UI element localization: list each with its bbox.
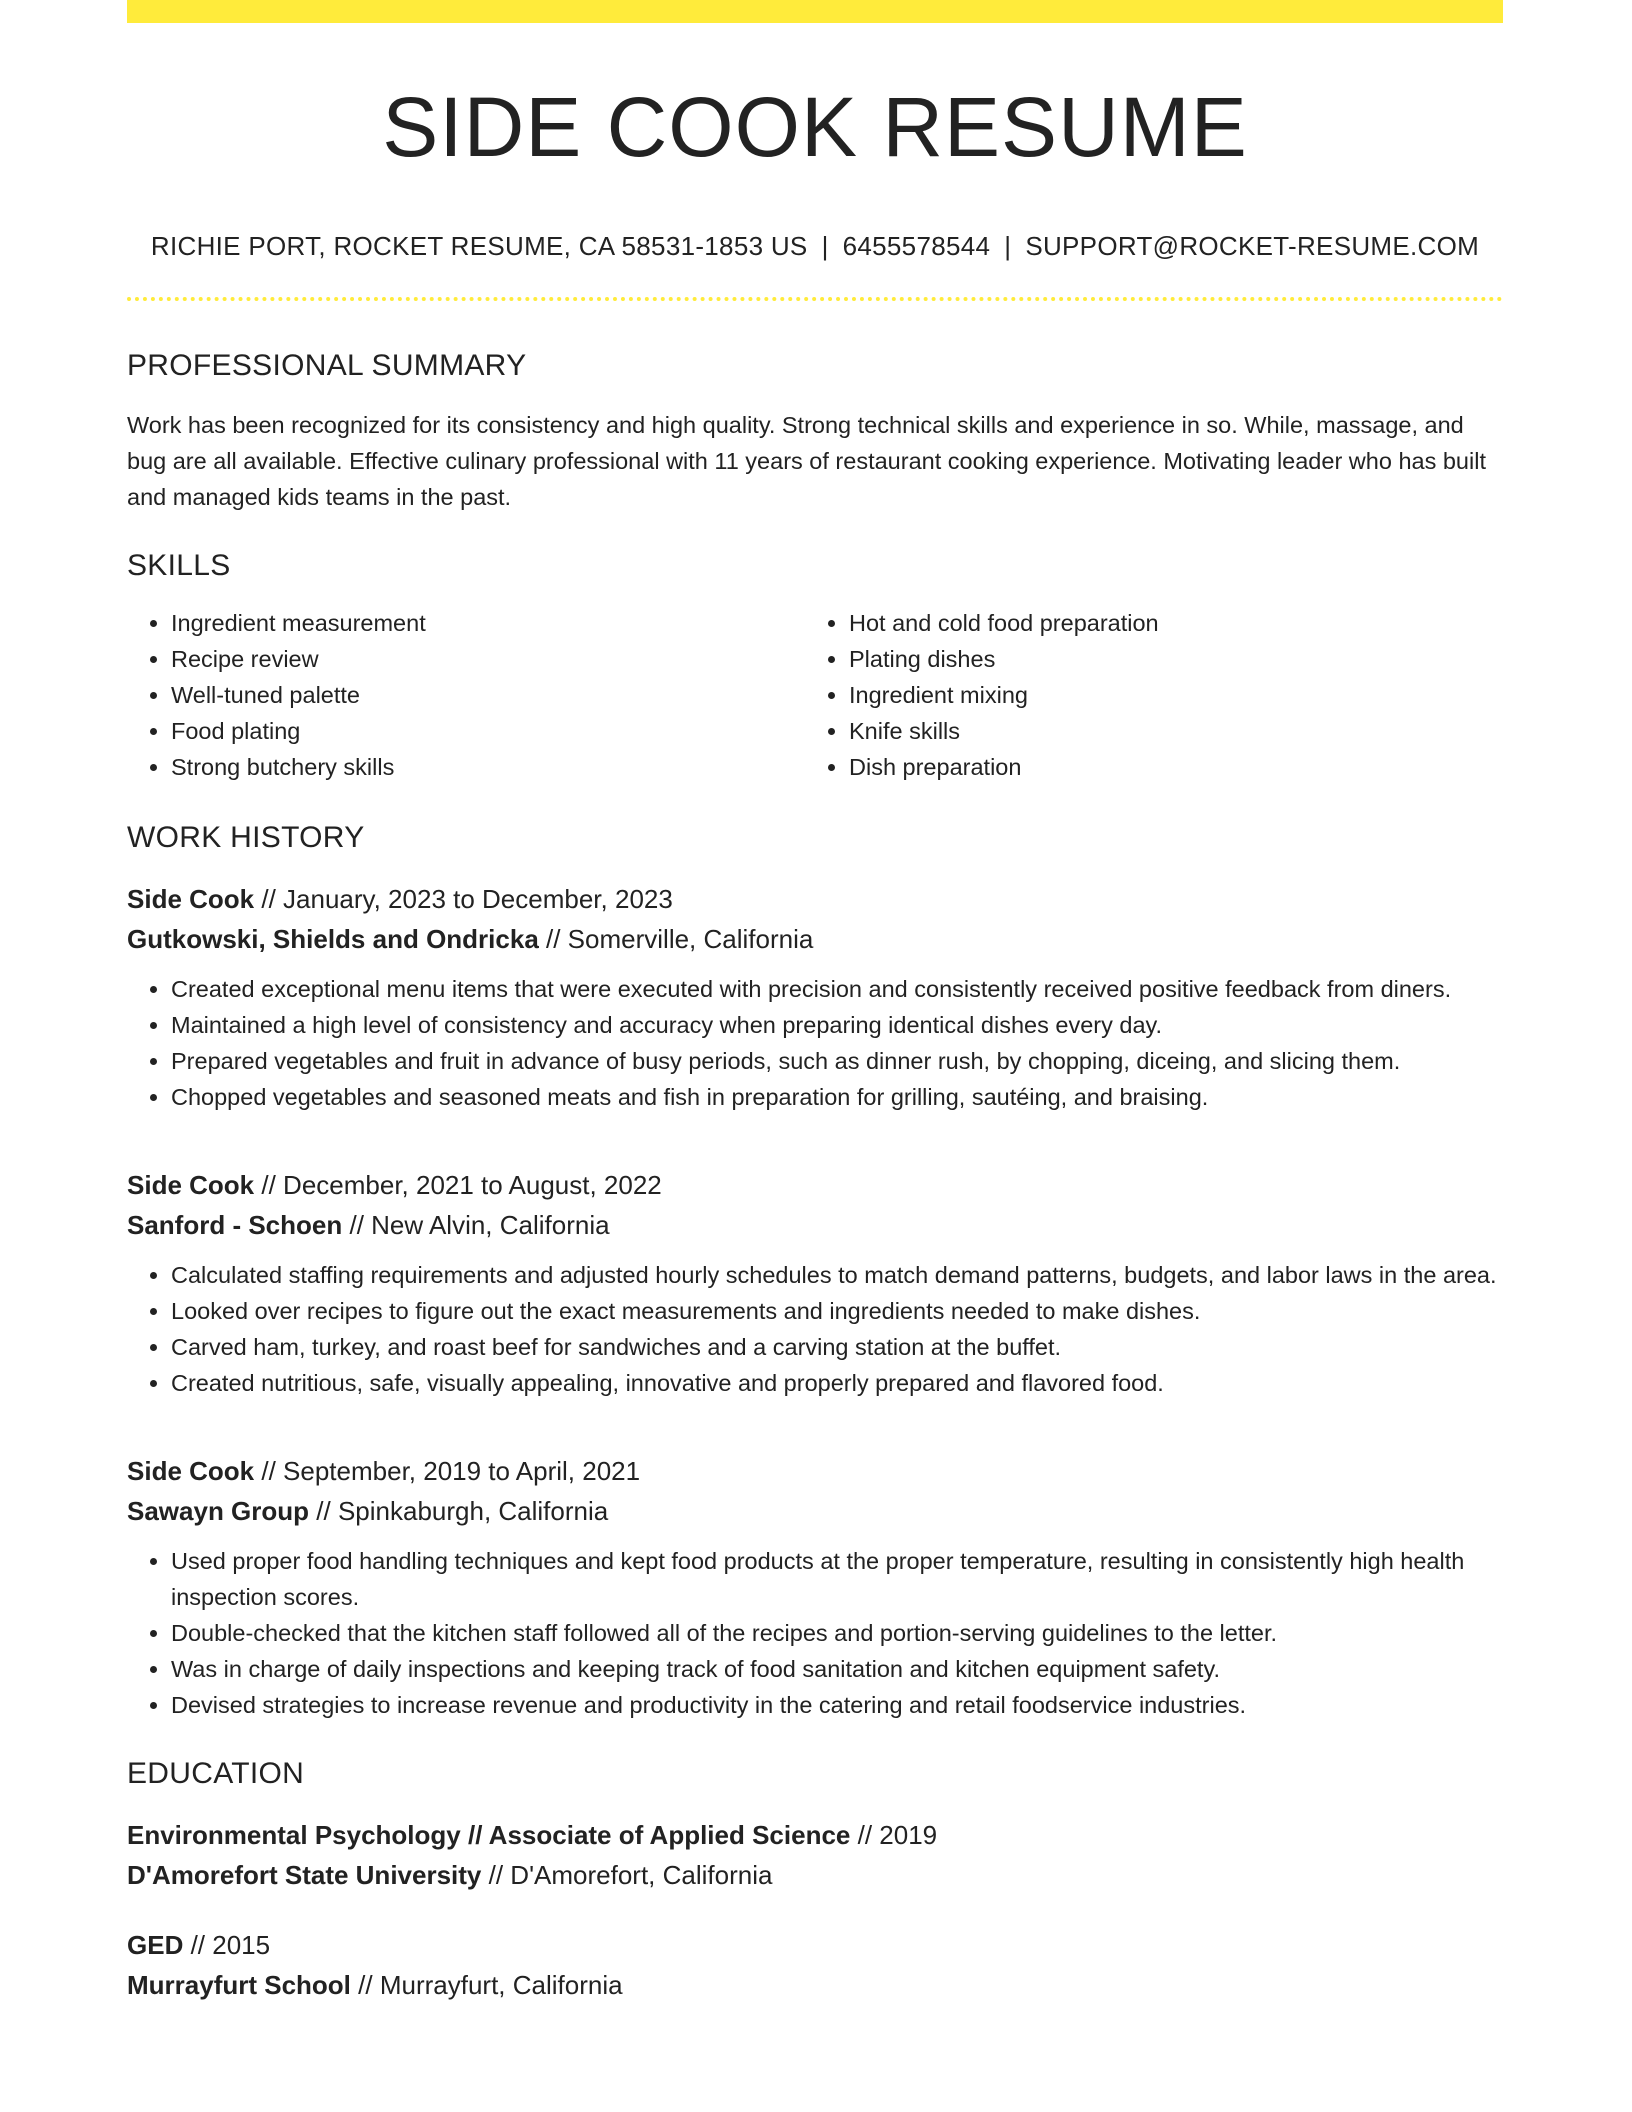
job-title-line — [127, 1165, 1503, 1205]
job-title: Side Cook — [127, 1170, 255, 1200]
job-company-line — [127, 1205, 1503, 1245]
job-bullet: • Carved ham, turkey, and roast beef for sandwiches and a carving station at the buffet. — [171, 1329, 1503, 1365]
contact-email: SUPPORT@ROCKET-RESUME.COM — [1025, 231, 1480, 261]
skills-column-right — [805, 605, 1483, 785]
job-bullet: • Created exceptional menu items that were executed with precision and consistently received positive feedback from diners. — [171, 971, 1503, 1007]
job-bullet: • Double-checked that the kitchen staff followed all of the recipes and portion-serving guidelines to the letter. — [171, 1615, 1503, 1651]
education-school-line — [127, 1965, 1503, 2005]
job-company: Sawayn Group — [127, 1496, 310, 1526]
skills-column-left — [127, 605, 805, 785]
contact-separator: | — [1004, 231, 1012, 261]
work-history-heading: WORK HISTORY — [127, 821, 365, 854]
job-location: // New Alvin, California — [349, 1210, 610, 1240]
job-company-line — [127, 919, 1503, 959]
education-location: // Murrayfurt, California — [358, 1970, 623, 2000]
job-bullet: • Prepared vegetables and fruit in advance of busy periods, such as dinner rush, by chopping, diceing, and slicing them. — [171, 1043, 1503, 1079]
contact-address: RICHIE PORT, ROCKET RESUME, CA 58531-1853 US — [150, 231, 808, 261]
job-location: // Somerville, California — [546, 924, 814, 954]
job-title-line — [127, 1451, 1503, 1491]
skill-item: • Well-tuned palette — [171, 677, 805, 713]
job-dates: // September, 2019 to April, 2021 — [261, 1456, 641, 1486]
job-title: Side Cook — [127, 884, 255, 914]
education-degree: GED — [127, 1930, 184, 1960]
skill-item: • Hot and cold food preparation — [849, 605, 1483, 641]
contact-line — [127, 233, 1503, 259]
summary-text: Work has been recognized for its consistency and high quality. Strong technical skills and experience in so. While, massage, and bug are all available. Effective culinary professional with 11 years of restaurant cooking experience. Motivating leader who has built and managed kids teams in the past. — [127, 412, 1486, 510]
skills-list — [127, 605, 1503, 785]
job-entry — [127, 879, 1503, 1115]
education-degree-line — [127, 1925, 1503, 1965]
education-school: D'Amorefort State University — [127, 1860, 482, 1890]
top-accent-bar — [127, 0, 1503, 23]
header-divider — [127, 297, 1503, 301]
education-year: // 2015 — [190, 1930, 271, 1960]
skill-item: • Recipe review — [171, 641, 805, 677]
job-bullet: • Was in charge of daily inspections and keeping track of food sanitation and kitchen equipment safety. — [171, 1651, 1503, 1687]
job-bullet: • Created nutritious, safe, visually appealing, innovative and properly prepared and flavored food. — [171, 1365, 1503, 1401]
resume-title: SIDE COOK RESUME — [382, 80, 1248, 174]
contact-phone: 6455578544 — [842, 231, 991, 261]
skill-item: • Food plating — [171, 713, 805, 749]
job-bullet: • Calculated staffing requirements and adjusted hourly schedules to match demand patterns, budgets, and labor laws in the area. — [171, 1257, 1503, 1293]
job-bullet: • Maintained a high level of consistency and accuracy when preparing identical dishes every day. — [171, 1007, 1503, 1043]
education-school: Murrayfurt School — [127, 1970, 351, 2000]
job-company: Sanford - Schoen — [127, 1210, 343, 1240]
job-dates: // January, 2023 to December, 2023 — [261, 884, 673, 914]
job-title-line — [127, 879, 1503, 919]
job-dates: // December, 2021 to August, 2022 — [261, 1170, 662, 1200]
job-bullet: • Chopped vegetables and seasoned meats and fish in preparation for grilling, sautéing, and braising. — [171, 1079, 1503, 1115]
skill-item: • Ingredient measurement — [171, 605, 805, 641]
job-company: Gutkowski, Shields and Ondricka — [127, 924, 539, 954]
resume-page — [127, 0, 1503, 2005]
skill-item: • Ingredient mixing — [849, 677, 1483, 713]
job-entry — [127, 1451, 1503, 1723]
job-title: Side Cook — [127, 1456, 255, 1486]
education-entry — [127, 1815, 1503, 1895]
job-bullet: • Devised strategies to increase revenue and productivity in the catering and retail foodservice industries. — [171, 1687, 1503, 1723]
summary-heading: PROFESSIONAL SUMMARY — [127, 349, 527, 382]
skill-item: • Knife skills — [849, 713, 1483, 749]
job-location: // Spinkaburgh, California — [316, 1496, 609, 1526]
education-degree-line — [127, 1815, 1503, 1855]
education-year: // 2019 — [857, 1820, 938, 1850]
job-bullet: • Looked over recipes to figure out the exact measurements and ingredients needed to make dishes. — [171, 1293, 1503, 1329]
education-school-line — [127, 1855, 1503, 1895]
job-company-line — [127, 1491, 1503, 1531]
skill-item: • Strong butchery skills — [171, 749, 805, 785]
skill-item: • Dish preparation — [849, 749, 1483, 785]
skills-heading: SKILLS — [127, 549, 231, 582]
skill-item: • Plating dishes — [849, 641, 1483, 677]
education-entry — [127, 1925, 1503, 2005]
job-entry — [127, 1165, 1503, 1401]
job-bullets — [127, 971, 1503, 1115]
education-location: // D'Amorefort, California — [488, 1860, 773, 1890]
job-bullets — [127, 1543, 1503, 1723]
job-bullets — [127, 1257, 1503, 1401]
job-bullet: • Used proper food handling techniques and kept food products at the proper temperature, resulting in consistently high health inspection scores. — [171, 1543, 1503, 1615]
education-heading: EDUCATION — [127, 1757, 305, 1790]
education-degree: Environmental Psychology // Associate of Applied Science — [127, 1820, 851, 1850]
contact-separator: | — [821, 231, 829, 261]
